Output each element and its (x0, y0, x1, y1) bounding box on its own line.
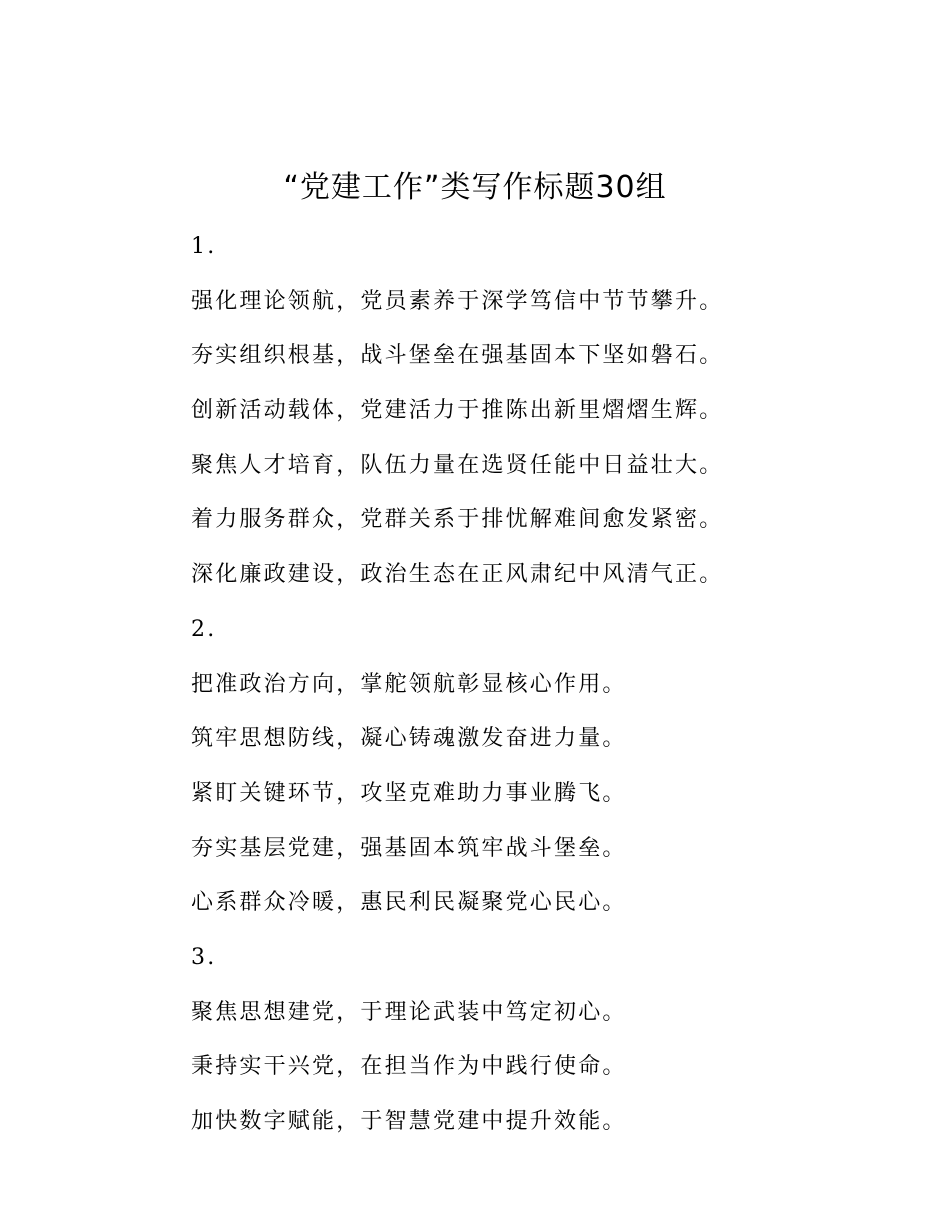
text-line: 把准政治方向，掌舵领航彰显核心作用。 (191, 671, 627, 697)
text-line: 强化理论领航，党员素养于深学笃信中节节攀升。 (191, 288, 724, 314)
document-title: “党建工作”类写作标题30组 (283, 170, 667, 205)
document-body (191, 220, 811, 1150)
text-line: 聚焦人才培育，队伍力量在选贤任能中日益壮大。 (191, 452, 724, 478)
text-line: 加快数字赋能，于智慧党建中提升效能。 (191, 1109, 627, 1134)
text-line: 筑牢思想防线，凝心铸魂激发奋进力量。 (191, 726, 627, 752)
section-number: 1. (191, 234, 217, 259)
text-line: 夯实基层党建，强基固本筑牢战斗堡垒。 (191, 835, 627, 861)
text-line: 心系群众冷暖，惠民利民凝聚党心民心。 (191, 890, 627, 916)
text-line: 秉持实干兴党，在担当作为中践行使命。 (191, 1054, 627, 1080)
text-line: 着力服务群众，党群关系于排忧解难间愈发紧密。 (191, 507, 724, 533)
text-line: 创新活动载体，党建活力于推陈出新里熠熠生辉。 (191, 398, 724, 424)
section-number: 2. (191, 616, 217, 642)
section-number: 3. (191, 944, 217, 970)
text-line: 聚焦思想建党，于理论武装中笃定初心。 (191, 999, 627, 1025)
text-line: 紧盯关键环节，攻坚克难助力事业腾飞。 (191, 780, 627, 806)
text-line: 夯实组织根基，战斗堡垒在强基固本下坚如磐石。 (191, 343, 724, 369)
text-line: 深化廉政建设，政治生态在正风肃纪中风清气正。 (191, 562, 724, 588)
